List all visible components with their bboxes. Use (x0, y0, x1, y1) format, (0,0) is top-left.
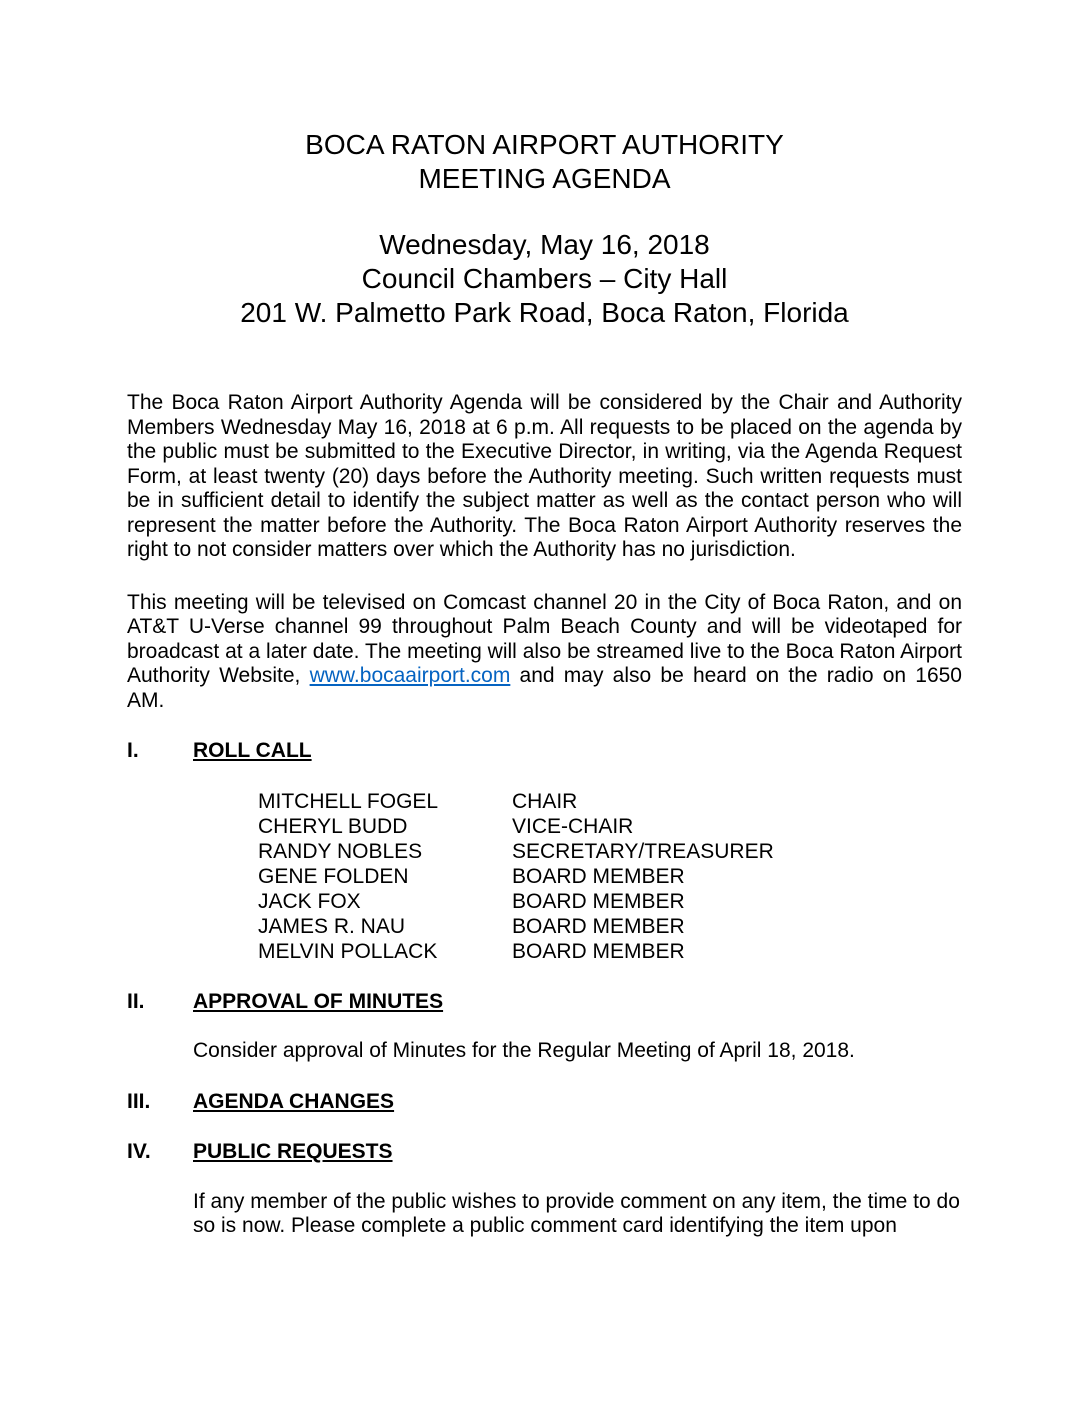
member-title: BOARD MEMBER (512, 889, 685, 913)
section-heading: APPROVAL OF MINUTES (193, 989, 444, 1013)
section-number: I. (127, 739, 139, 762)
intro-paragraph-2-text-before: This meeting will be televised on Comcast channel 20 in the City of Boca Raton, and on AT&T U-Verse channel 99 throughout Palm Beach County and will be videotaped for broadcast at a later date. The meeting will also be streamed live to the Boca Raton Airport Authority Website, (127, 590, 962, 687)
member-title: BOARD MEMBER (512, 914, 685, 938)
member-name: CHERYL BUDD (258, 814, 408, 838)
section-number: II. (127, 989, 145, 1013)
member-name: JAMES R. NAU (258, 914, 406, 938)
member-title: BOARD MEMBER (512, 864, 685, 888)
member-name: JACK FOX (258, 889, 361, 913)
roster-row (258, 814, 962, 839)
intro-paragraph-2-text-after: and may also be heard on the radio on 1650 AM. (127, 664, 962, 712)
member-title: VICE-CHAIR (512, 814, 634, 838)
member-title: BOARD MEMBER (512, 939, 685, 963)
section-heading: AGENDA CHANGES (193, 1089, 395, 1113)
member-title: SECRETARY/TREASURER (512, 839, 774, 863)
section-public-requests (127, 1140, 962, 1165)
meeting-date: Wednesday, May 16, 2018 (379, 229, 710, 260)
roster-row (258, 864, 962, 889)
document-title-line1: BOCA RATON AIRPORT AUTHORITY (305, 129, 784, 160)
intro-paragraph-2 (127, 591, 962, 714)
section-number: IV. (127, 1140, 151, 1163)
section-heading: ROLL CALL (193, 739, 312, 762)
member-name: MITCHELL FOGEL (258, 789, 439, 813)
roster-row (258, 939, 962, 964)
member-name: MELVIN POLLACK (258, 939, 438, 963)
section-heading: PUBLIC REQUESTS (193, 1140, 393, 1163)
public-requests-body: If any member of the public wishes to provide comment on any item, the time to do so is now. Please complete a public comment card identifying the item upon (193, 1189, 960, 1237)
section-approval-of-minutes (127, 990, 962, 1015)
meeting-location: Council Chambers – City Hall (361, 263, 728, 294)
roster-row (258, 889, 962, 914)
member-name: RANDY NOBLES (258, 839, 423, 863)
roster-row (258, 839, 962, 864)
roster-row (258, 914, 962, 939)
member-name: GENE FOLDEN (258, 864, 409, 888)
member-title: CHAIR (512, 789, 578, 813)
section-number: III. (127, 1089, 151, 1113)
meeting-address: 201 W. Palmetto Park Road, Boca Raton, Florida (240, 297, 849, 328)
website-link[interactable]: www.bocaairport.com (309, 664, 511, 687)
document-title-line2: MEETING AGENDA (418, 163, 671, 194)
meeting-datetime-block (127, 228, 962, 330)
roster-row (258, 789, 962, 814)
section-agenda-changes (127, 1090, 962, 1115)
section-roll-call (127, 739, 962, 764)
document-title (127, 128, 962, 196)
approval-of-minutes-body: Consider approval of Minutes for the Regular Meeting of April 18, 2018. (193, 1039, 855, 1062)
roll-call-roster (258, 789, 962, 964)
intro-paragraph-1: The Boca Raton Airport Authority Agenda will be considered by the Chair and Authority Members Wednesday May 16, 2018 at 6 p.m. All requests to be placed on the agenda by the public must be submitted to the Executive Director, in writing, via the Agenda Request Form, at least twenty (20) days before the Authority meeting. Such written requests must be in sufficient detail to identify the subject matter as well as the contact person who will represent the matter before the Authority. The Boca Raton Airport Authority reserves the right to not consider matters over which the Authority has no jurisdiction. (127, 391, 962, 561)
